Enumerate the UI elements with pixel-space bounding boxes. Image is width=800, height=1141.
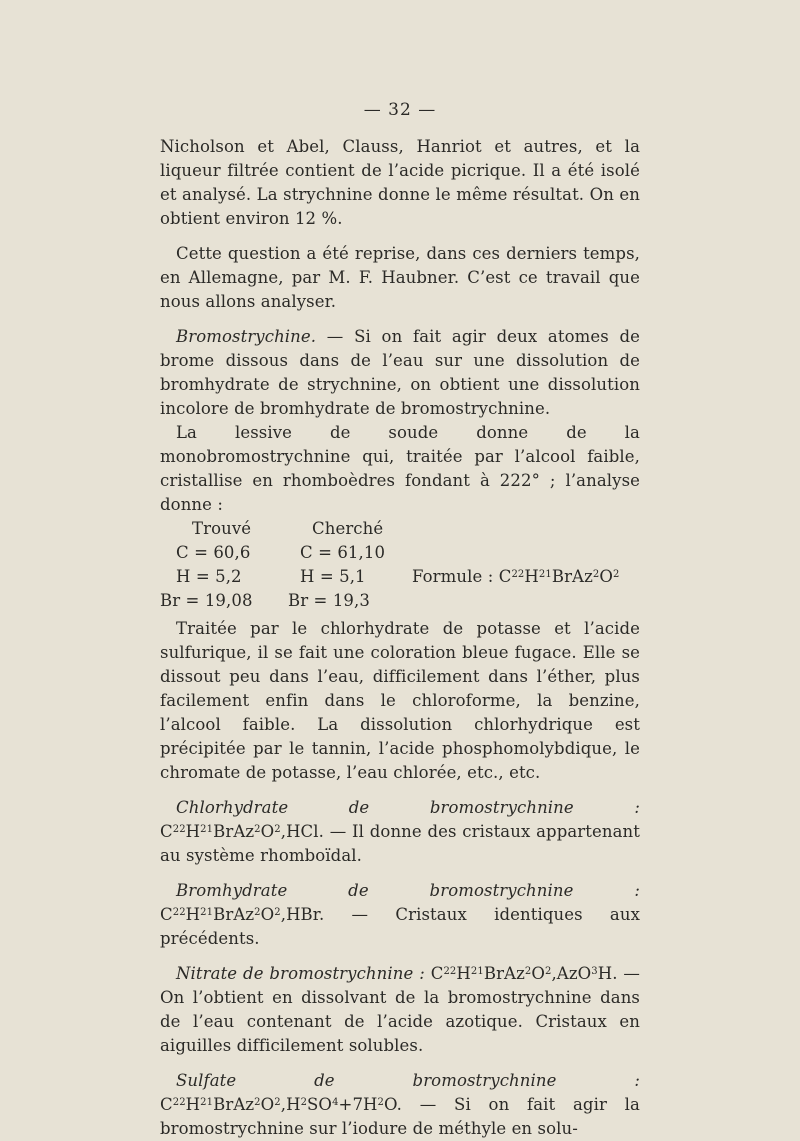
formula-part: O [260,822,275,841]
formula-part: BrAz [551,567,593,586]
section-title-nitrate: Nitrate de bromostrychnine : [176,964,425,983]
formula-sub: 22 [443,966,457,977]
formula-part: H [524,567,539,586]
formula-sub: 21 [200,824,214,835]
formula-sub: 21 [200,1097,214,1108]
formula-part: H [185,1095,201,1114]
formula-sub: 2 [377,1097,385,1108]
formula-sub: 2 [254,1097,261,1108]
formula-sub: 2 [254,907,261,918]
formula-sub: 21 [470,966,484,977]
paragraph-sulfate-text: O. — Si on fait agir la bromostrychnine sur l’iodure de méthyle en solu- [160,1095,640,1138]
formula-part: BrAz [213,822,255,841]
paragraph-nitrate-text: H. — On l’obtient en dissolvant de la bromostrychnine dans de l’eau contenant de l’acide azotique. Cristaux en aiguilles difficilement solubles. [160,964,640,1055]
formula-part: ,H [280,1095,301,1114]
paragraph-chlorhydrate [160,796,640,868]
paragraph-bromhydrate [160,879,640,951]
formula-sub: 2 [274,824,281,835]
found-header: Trouvé [192,519,252,538]
calc-c: C = 61,10 [300,543,386,562]
formula-part: BrAz [213,1095,255,1114]
formula-part: +7H [338,1095,378,1114]
paragraph-bromhydrate-text: ,HBr. — Cristaux identiques aux précédents. [160,905,640,948]
formula-part: H [185,905,201,924]
formula-part: O [531,964,545,983]
formula-sub: 2 [300,1097,308,1108]
formula-part: C [498,567,512,586]
formula-sub: 2 [612,569,620,580]
formula-sub: 2 [544,966,552,977]
formula-part: SO [307,1095,333,1114]
formula-part: H [456,964,471,983]
paragraph-bromostrychine-text: — Si on fait agir deux atomes de brome dissous dans de l’eau sur une dissolution de bromhydrate de strychnine, on obtient une dissolution incolore de bromhydrate de bromostrychnine. [160,327,640,418]
page-number: — 32 — [363,100,437,120]
formula-sub: 21 [200,907,214,918]
formula-sub: 2 [274,1097,281,1108]
section-title-sulfate: Sulfate de bromostrychnine : [176,1071,640,1090]
formula-sub: 22 [511,569,525,580]
formula-sub: 4 [332,1097,339,1108]
formula-part: C [160,1095,173,1114]
formula-part: O [260,1095,275,1114]
found-h: H = 5,2 [176,567,242,586]
calc-h: H = 5,1 [300,567,366,586]
formula-part: C [160,822,173,841]
section-title-bromostrychine: Bromostrychine. [176,327,317,346]
formula-label: Formule : [412,567,499,586]
found-br: Br = 19,08 [160,591,253,610]
formula-part: ,AzO [551,964,592,983]
formula-sub: 2 [274,907,281,918]
formula [412,565,619,589]
paragraph-sulfate [160,1069,640,1141]
paragraph-traitee: Traitée par le chlorhydrate de potasse et l’acide sulfurique, il se fait une coloration bleue fugace. Elle se dissout peu dans l’eau, difficilement dans l’éther, plus facilement enfin dans le chloroforme, la benzine, l’alcool faible. La dissolution chlorhydrique est précipitée par le tannin, l’acide phosphomolybdique, le chromate de potasse, l’eau chlorée, etc., etc. [160,619,640,782]
formula-part: O [599,567,613,586]
formula-sub: 22 [172,1097,186,1108]
body-text [160,135,640,1141]
paragraph-lessive: La lessive de soude donne de la monobromostrychnine qui, traitée par l’alcool faible, cristallise en rhomboèdres fondant à 222° ; l’analyse donne : [160,423,640,514]
formula-sub: 2 [524,966,532,977]
section-title-chlorhydrate: Chlorhydrate de bromostrychnine : [176,798,640,817]
formula-sub: 2 [592,569,600,580]
paragraph-nitrate [160,962,640,1058]
calc-header: Cherché [312,519,384,538]
found-c: C = 60,6 [176,543,251,562]
analysis-table [160,517,640,617]
paragraph-bromostrychine [160,325,640,421]
formula-sub: 22 [172,824,186,835]
paragraph-1: Nicholson et Abel, Clauss, Hanriot et autres, et la liqueur filtrée contient de l’acide picrique. Il a été isolé et analysé. La strychnine donne le même résultat. On en obtient environ 12 %. [160,137,640,228]
formula-sub: 2 [254,824,261,835]
formula-sub: 21 [538,569,552,580]
formula-part: C [160,905,173,924]
formula-sub: 22 [172,907,186,918]
formula-part: H [185,822,201,841]
formula-sub: 3 [591,966,598,977]
formula-part: BrAz [483,964,525,983]
section-title-bromhydrate: Bromhydrate de bromostrychnine : [176,881,640,900]
paragraph-chlorhydrate-text: ,HCl. — Il donne des cristaux appartenant au système rhomboïdal. [160,822,640,865]
formula-part: C [424,964,444,983]
formula-part: O [260,905,275,924]
paragraph-2: Cette question a été reprise, dans ces derniers temps, en Allemagne, par M. F. Haubner. C’est ce travail que nous allons analyser. [160,244,640,311]
calc-br: Br = 19,3 [288,591,370,610]
formula-part: BrAz [213,905,255,924]
